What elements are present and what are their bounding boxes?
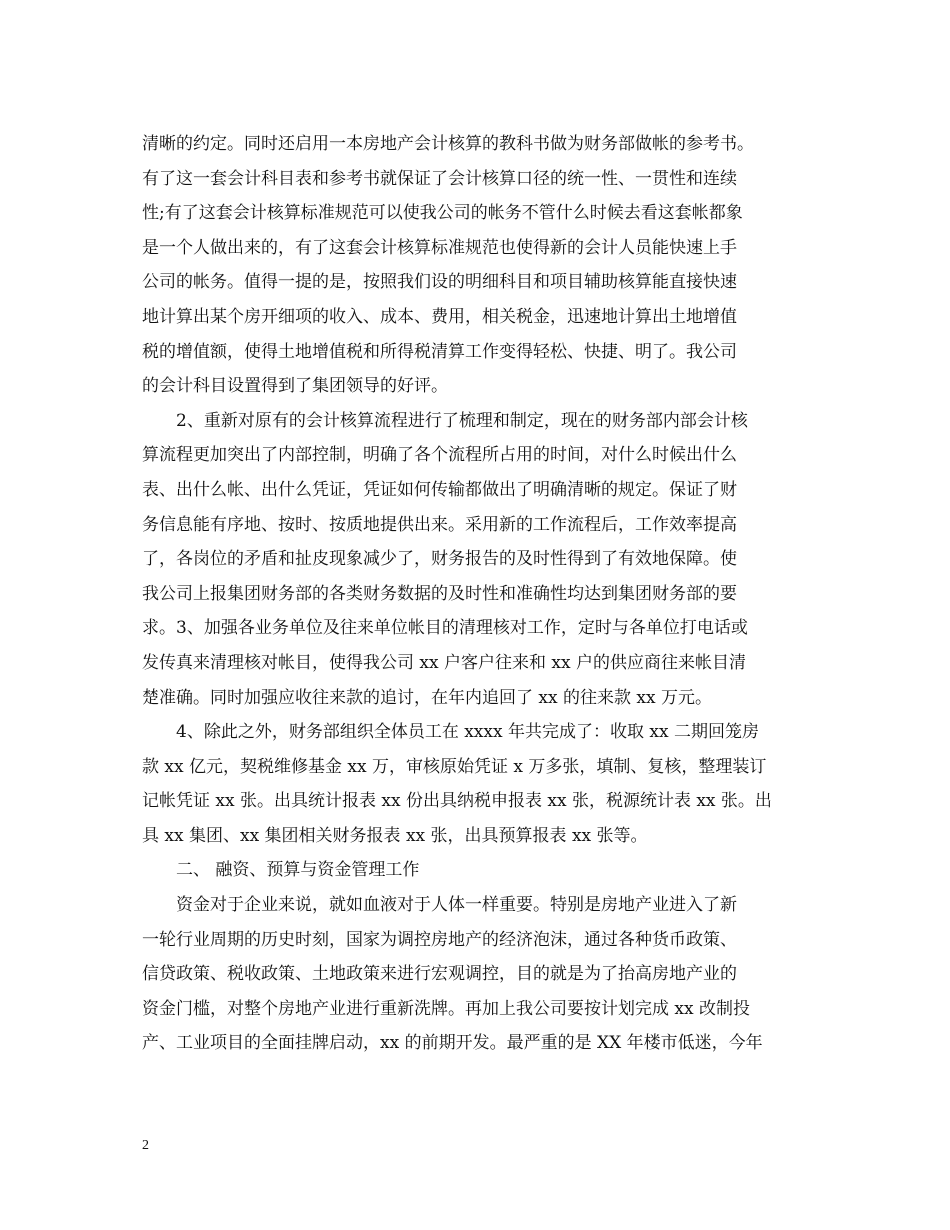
text-line: 楚准确。同时加强应收往来款的追讨，在年内追回了 xx 的往来款 xx 万元。 [142,687,712,708]
document-body [142,127,806,1061]
text-line: 公司的帐务。值得一提的是，按照我们设的明细科目和项目辅助核算能直接快速 [142,272,737,293]
paragraph-lines [142,127,806,1061]
page-number: 2 [142,1138,149,1153]
text-line: 发传真来清理核对帐目，使得我公司 xx 户客户往来和 xx 户的供应商往来帐目清 [142,652,746,673]
text-line: 信贷政策、税收政策、土地政策来进行宏观调控，目的就是为了抬高房地产业的 [142,964,737,985]
text-line: 产、工业项目的全面挂牌启动，xx 的前期开发。最严重的是 XX 年楼市低迷，今年 [142,1033,763,1054]
text-line: 地计算出某个房开细项的收入、成本、费用，相关税金，迅速地计算出土地增值 [142,306,737,327]
text-line: 税的增值额，使得土地增值税和所得税清算工作变得轻松、快捷、明了。我公司 [142,341,737,362]
text-line: 二、 融资、预算与资金管理工作 [176,860,420,881]
text-line: 资金门槛，对整个房地产业进行重新洗牌。再加上我公司要按计划完成 xx 改制投 [142,998,750,1019]
text-line: 是一个人做出来的，有了这套会计核算标准规范也使得新的会计人员能快速上手 [142,237,737,258]
text-line: 具 xx 集团、xx 集团相关财务报表 xx 张，出具预算报表 xx 张等。 [142,825,648,846]
text-line: 清晰的约定。同时还启用一本房地产会计核算的教科书做为财务部做帐的参考书。 [142,134,754,154]
text-line: 4、除此之外，财务部组织全体员工在 xxxx 年共完成了：收取 xx 二期回笼房 [176,722,759,743]
text-line: 务信息能有序地、按时、按质地提供出来。采用新的工作流程后，工作效率提高 [142,514,737,535]
text-line: 我公司上报集团财务部的各类财务数据的及时性和准确性均达到集团财务部的要 [142,583,737,604]
text-line: 求。3、加强各业务单位及往来单位帐目的清理核对工作，定时与各单位打电话或 [142,618,748,639]
text-line: 的会计科目设置得到了集团领导的好评。 [142,376,448,397]
text-line: 资金对于企业来说，就如血液对于人体一样重要。特别是房地产业进入了新 [176,895,737,916]
text-line: 算流程更加突出了内部控制，明确了各个流程所占用的时间，对什么时候出什么 [142,445,737,466]
text-line: 记帐凭证 xx 张。出具统计报表 xx 份出具纳税申报表 xx 张，税源统计表 xx 张。出 [142,791,772,812]
text-line: 表、出什么帐、出什么凭证，凭证如何传输都做出了明确清晰的规定。保证了财 [142,479,737,500]
text-line: 款 xx 亿元，契税维修基金 xx 万，审核原始凭证 x 万多张，填制、复核，整理装订 [142,756,767,777]
text-line: 一轮行业周期的历史时刻，国家为调控房地产的经济泡沫，通过各种货币政策、 [142,929,737,950]
text-line: 2、重新对原有的会计核算流程进行了梳理和制定，现在的财务部内部会计核 [176,410,748,431]
text-line: 有了这一套会计科目表和参考书就保证了会计核算口径的统一性、一贯性和连续 [142,168,737,189]
text-line: 了，各岗位的矛盾和扯皮现象减少了，财务报告的及时性得到了有效地保障。使 [142,549,737,570]
text-line: 性;有了这套会计核算标准规范可以使我公司的帐务不管什么时候去看这套帐都象 [142,203,743,224]
